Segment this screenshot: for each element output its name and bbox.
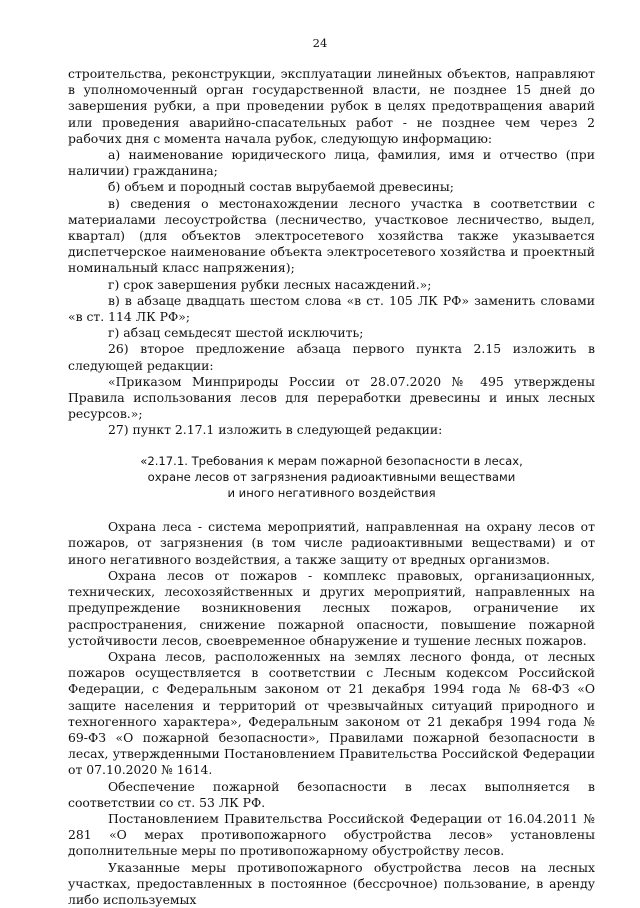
heading-line: охране лесов от загрязнения радиоактивными веществами [147,469,516,484]
paragraph: строительства, реконструкции, эксплуатации линейных объектов, направляют в уполномоченный орган государственной власти, не позднее 15 дней до завершения рубки, а при проведении рубок в целях предотвращения аварий или проведения аварийно-спасательных работ - не позднее чем через 2 рабочих дня с момента начала рубок, следующую информацию: [68,66,595,146]
list-item: 27) пункт 2.17.1 изложить в следующей редакции: [108,422,443,438]
paragraph: «Приказом Минприроды России от 28.07.2020 № 495 утверждены Правила использования лесов для переработки древесины и иных лесных ресурсов.»; [68,373,595,422]
paragraph: Охрана леса - система мероприятий, направленная на охрану лесов от пожаров, от загрязнения (в том числе радиоактивными веществами) и от иного негативного воздействия, а также защиту от вредных организмов. [68,519,595,567]
paragraph: Охрана лесов от пожаров - комплекс правовых, организационных, технических, лесохозяйственных и других мероприятий, направленных на предупреждение возникновения лесных пожаров, ограничение их распространения, снижение пожарной опасности, повышение пожарной устойчивости лесов, своевременное обнаружение и тушение лесных пожаров. [68,567,595,648]
list-item: в) в абзаце двадцать шестом слова «в ст. 105 ЛК РФ» заменить словами «в ст. 114 ЛК РФ»; [68,292,595,325]
list-item: 26) второе предложение абзаца первого пункта 2.15 изложить в следующей редакции: [68,341,595,373]
list-item: г) срок завершения рубки лесных насаждений.»; [108,276,432,292]
section-heading [68,453,595,502]
paragraph: Указанные меры противопожарного обустройства лесов на лесных участках, предоставленных в постоянное (бессрочное) пользование, в аренду либо используемых [68,859,595,907]
document-body [68,66,595,908]
heading-line: «2.17.1. Требования к мерам пожарной безопасности в лесах, [140,453,523,468]
paragraph: Обеспечение пожарной безопасности в лесах выполняется в соответствии со ст. 53 ЛК РФ. [68,778,595,810]
paragraph: Охрана лесов, расположенных на землях лесного фонда, от лесных пожаров осуществляется в соответствии с Лесным кодексом Российской Федерации, с Федеральным законом от 21 декабря 1994 года № 68-ФЗ «О защите населения и территорий от чрезвычайных ситуаций природного и техногенного характера», Федеральным законом от 21 декабря 1994 года № 69-ФЗ «О пожарной безопасности», Правилами пожарной безопасности в лесах, утвержденными Постановлением Правительства Российской Федерации от 07.10.2020 № 1614. [68,648,595,778]
list-item: в) сведения о местонахождении лесного участка в соответствии с материалами лесоустройства (лесничество, участковое лесничество, выдел, квартал) (для объектов электросетевого хозяйства также указывается диспетчерское наименование объекта электросетевого хозяйства и проектный номинальный класс напряжения); [68,195,595,276]
list-item: а) наименование юридического лица, фамилия, имя и отчество (при наличии) гражданина; [68,147,595,179]
page-number: 24 [312,36,328,50]
heading-line: и иного негативного воздействия [227,486,436,501]
paragraph: Постановлением Правительства Российской Федерации от 16.04.2011 № 281 «О мерах противопожарного обустройства лесов» установлены дополнительные меры по противопожарному обустройству лесов. [68,810,595,859]
list-item: г) абзац семьдесят шестой исключить; [108,325,364,341]
list-item: б) объем и породный состав вырубаемой древесины; [108,179,454,195]
